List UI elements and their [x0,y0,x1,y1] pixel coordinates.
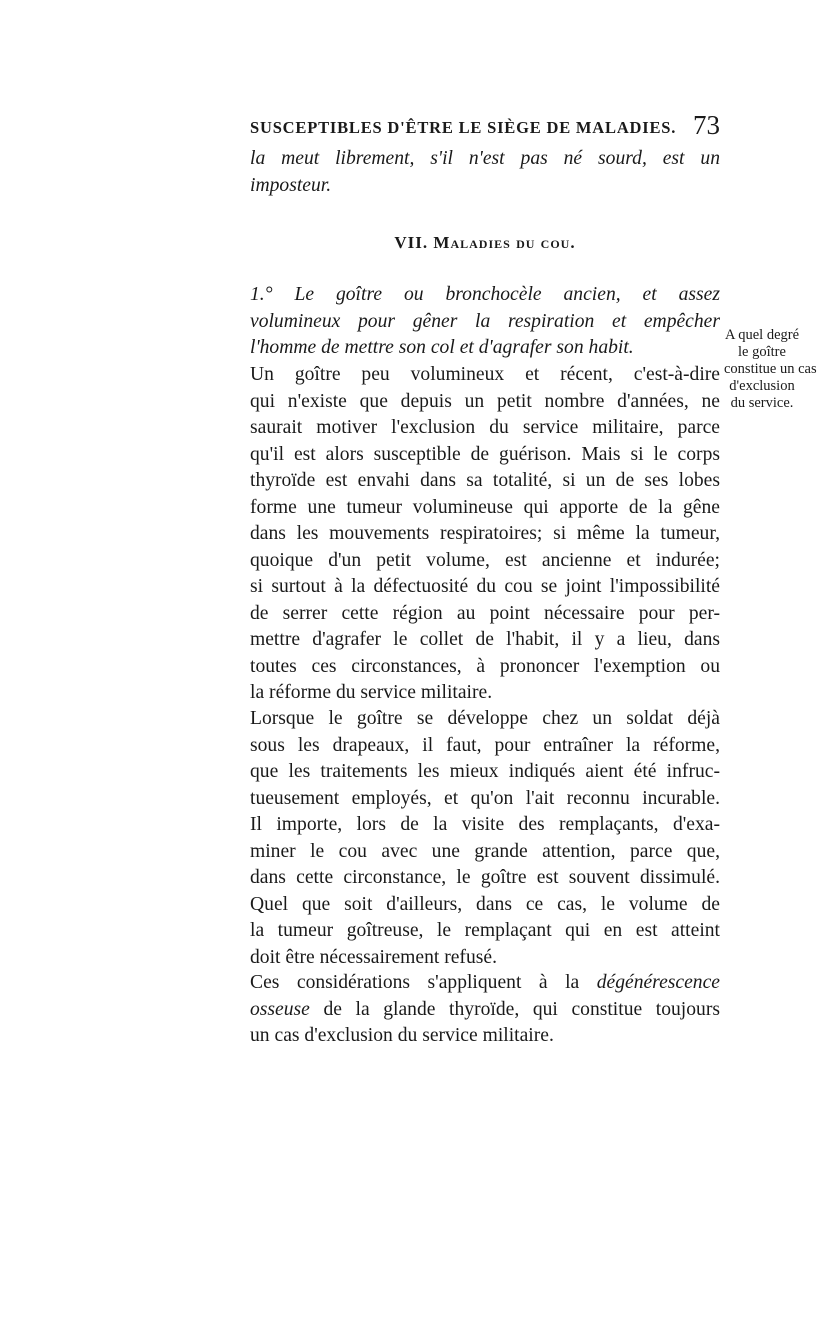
margin-note-line: du service. [730,395,794,411]
text-line: un cas d'exclusion du service militaire. [250,1025,554,1046]
text-line: de serrer cette région au point nécessaire pour per- [250,602,720,624]
section-title: Maladies du cou. [433,233,576,252]
text-line: mettre d'agrafer le collet de l'habit, il y a lieu, dans [250,629,720,650]
text-line: tueusement employés, et qu'on l'ait reconnu incurable. [250,787,720,809]
text-line: doit être nécessairement refusé. [250,946,497,968]
text-line: Quel que soit d'ailleurs, dans ce cas, le volume de [250,893,720,915]
page-number: 73 [693,110,720,140]
text-line: Lorsque le goître se développe chez un soldat déjà [250,708,720,729]
item-heading-line: l'homme de mettre son col et d'agrafer son habit. [250,337,634,358]
text-line: qui n'existe que depuis un petit nombre d'années, ne [250,390,720,412]
text-line: qu'il est alors susceptible de guérison. Mais si le corps [250,443,720,465]
text-line [250,970,720,997]
text-line: si surtout à la défectuosité du cou se joint l'impossibilité [250,576,720,597]
text-line: que les traitements les mieux indiqués aient été infruc- [250,761,720,782]
text-line [250,997,720,1024]
margin-note-line: le goître [738,344,786,360]
text-line: sous les drapeaux, il faut, pour entraîner la réforme, [250,734,720,756]
emphasis: osseuse [250,998,310,1020]
margin-note-line: constitue un cas [724,361,817,377]
text-line: miner le cou avec une grande attention, parce que, [250,840,720,862]
text-line: saurait motiver l'exclusion du service militaire, parce [250,417,720,438]
text-line: forme une tumeur volumineuse qui apporte de la gêne [250,496,720,518]
paragraph-2 [250,706,720,971]
item-heading [250,282,720,362]
text-line: dans cette circonstance, le goître est souvent dissimulé. [250,867,720,888]
intro-text [250,146,720,199]
header-title: SUSCEPTIBLES D'ÊTRE LE SIÈGE DE MALADIES. [250,118,677,137]
text-line: la réforme du service militaire. [250,682,493,703]
running-header [250,112,720,142]
emphasis: dégénérescence [596,972,720,993]
text-line: toutes ces circonstances, à prononcer l'exemption ou [250,655,720,677]
text-line: thyroïde est envahi dans sa totalité, si un de ses lobes [250,470,720,491]
text-line: la tumeur goîtreuse, le remplaçant qui en est atteint [250,920,720,941]
text-line: Un goître peu volumineux et récent, c'est-à-dire [250,364,720,385]
text-run: de la glande thyroïde, qui constitue toujours [309,998,720,1020]
section-number: VII. [394,233,429,252]
item-heading-line: volumineux pour gêner la respiration et empêcher [250,310,720,332]
paragraph-3 [250,970,720,1050]
text-line: dans les mouvements respiratoires; si même la tumeur, [250,523,720,544]
margin-note-line: d'exclusion [729,378,795,394]
intro-line: imposteur. [250,174,332,196]
intro-line: la meut librement, s'il n'est pas né sourd, est un [250,148,720,169]
text-line: Il importe, lors de la visite des remplaçants, d'exa- [250,814,720,835]
section-heading [250,233,720,253]
text-run: Ces considérations s'appliquent à la [250,972,597,993]
paragraph-1 [250,362,720,707]
margin-note [724,327,817,412]
item-heading-line: 1.° Le goître ou bronchocèle ancien, et assez [250,284,720,305]
text-line: quoique d'un petit volume, est ancienne et indurée; [250,549,720,571]
margin-note-line: A quel degré [724,327,800,343]
